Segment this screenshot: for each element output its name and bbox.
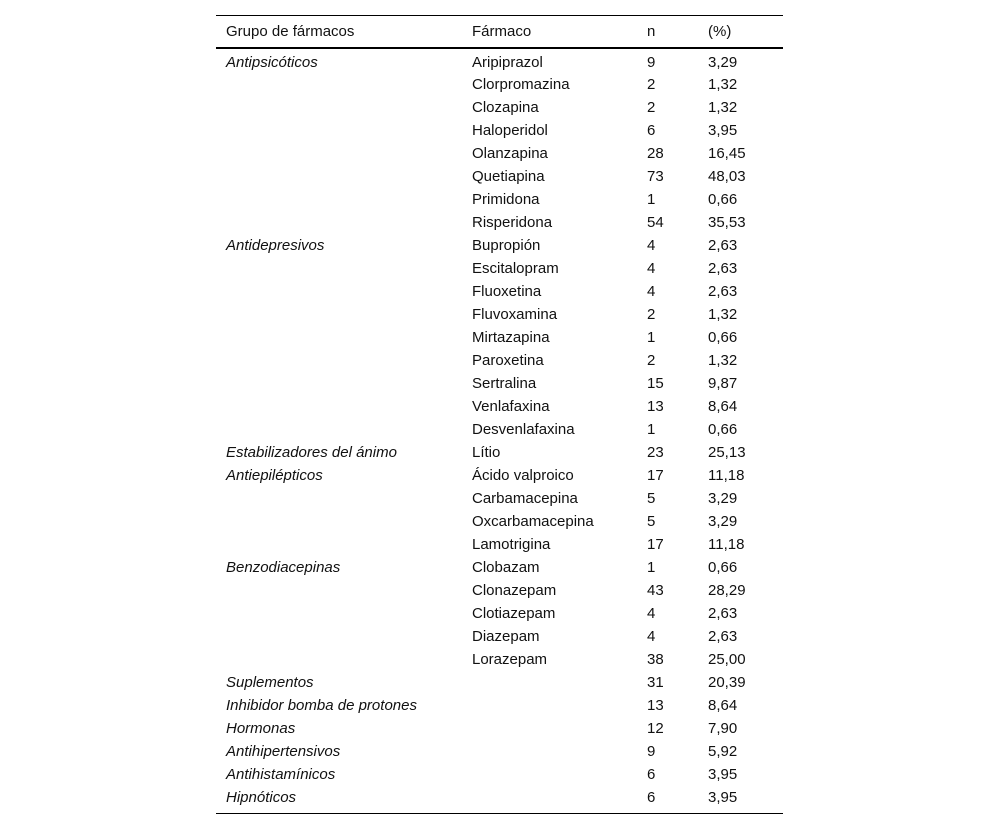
cell-drug: Aripiprazol [472, 53, 543, 71]
cell-count: 2 [647, 99, 656, 116]
cell-count: 6 [647, 122, 656, 139]
table-row [216, 602, 783, 625]
table-row [216, 395, 783, 418]
cell-drug-group [216, 533, 462, 556]
table-row [216, 694, 783, 717]
cell-drug: Fluoxetina [472, 283, 542, 300]
header-drug: Fármaco [472, 23, 532, 40]
cell-percent: 1,32 [708, 76, 738, 93]
cell-count: 17 [647, 536, 664, 553]
cell-count: 43 [647, 582, 664, 599]
table-row [216, 349, 783, 372]
cell-count: 4 [647, 628, 656, 645]
cell-count: 1 [647, 421, 656, 438]
cell-percent: 1,32 [708, 352, 738, 369]
cell-drug: Haloperidol [472, 122, 548, 139]
drug-table [216, 15, 783, 813]
cell-percent: 0,66 [708, 191, 738, 208]
cell-drug-group [216, 119, 462, 142]
cell-drug-group: Estabilizadores del ánimo [226, 444, 397, 461]
cell-count: 4 [647, 283, 656, 300]
cell-drug-group [216, 303, 462, 326]
cell-drug-group [216, 418, 462, 441]
table-header [216, 16, 783, 49]
cell-drug: Fluvoxamina [472, 306, 558, 323]
table-row [216, 188, 783, 211]
cell-percent: 0,66 [708, 421, 738, 438]
cell-drug-group [216, 280, 462, 303]
cell-drug: Sertralina [472, 375, 537, 392]
cell-percent: 0,66 [708, 329, 738, 346]
table-row [216, 257, 783, 280]
cell-drug [462, 671, 637, 694]
cell-count: 1 [647, 191, 656, 208]
cell-percent: 1,32 [708, 306, 738, 323]
cell-count: 54 [647, 214, 664, 231]
table-row [216, 579, 783, 602]
cell-count: 1 [647, 329, 656, 346]
cell-drug-group: Antihipertensivos [226, 743, 341, 760]
cell-drug-group [216, 349, 462, 372]
cell-drug-group [216, 165, 462, 188]
table-row [216, 418, 783, 441]
cell-percent: 2,63 [708, 260, 738, 277]
cell-percent: 2,63 [708, 237, 738, 254]
cell-drug-group: Antiepilépticos [226, 467, 323, 484]
cell-drug: Clobazam [472, 559, 540, 576]
cell-drug-group: Antihistamínicos [226, 766, 336, 783]
cell-drug: Diazepam [472, 628, 540, 645]
cell-count: 13 [647, 398, 664, 415]
cell-drug-group [216, 648, 462, 671]
table-row [216, 740, 783, 763]
cell-percent: 5,92 [708, 743, 738, 760]
cell-count: 17 [647, 467, 664, 484]
cell-drug: Desvenlafaxina [472, 421, 575, 438]
cell-count: 2 [647, 76, 656, 93]
cell-drug-group [216, 487, 462, 510]
cell-drug: Lítio [472, 444, 501, 461]
cell-count: 4 [647, 260, 656, 277]
cell-drug: Lamotrigina [472, 536, 551, 553]
cell-drug-group [216, 257, 462, 280]
cell-drug: Clorpromazina [472, 76, 570, 93]
cell-drug-group [216, 73, 462, 96]
cell-drug: Venlafaxina [472, 398, 550, 415]
cell-drug: Clonazepam [472, 582, 557, 599]
cell-drug-group [216, 372, 462, 395]
header-drug-group: Grupo de fármacos [226, 23, 355, 40]
cell-count: 6 [647, 789, 656, 806]
cell-percent: 20,39 [708, 674, 746, 691]
table-row [216, 119, 783, 142]
cell-percent: 3,95 [708, 766, 738, 783]
table-bottom-rule [216, 813, 783, 814]
cell-percent: 2,63 [708, 283, 738, 300]
header-row [216, 16, 783, 49]
cell-drug-group [216, 625, 462, 648]
cell-percent: 2,63 [708, 605, 738, 622]
table-row [216, 142, 783, 165]
table-row [216, 717, 783, 740]
table-row [216, 625, 783, 648]
cell-drug: Carbamacepina [472, 490, 578, 507]
cell-drug: Quetiapina [472, 168, 545, 185]
cell-drug [462, 740, 637, 763]
table-row [216, 533, 783, 556]
cell-percent: 2,63 [708, 628, 738, 645]
cell-percent: 9,87 [708, 375, 738, 392]
table-row [216, 510, 783, 533]
cell-count: 4 [647, 237, 656, 254]
drug-table-container [216, 15, 783, 814]
cell-percent: 3,95 [708, 789, 738, 806]
cell-count: 4 [647, 605, 656, 622]
cell-drug [462, 763, 637, 786]
table-row [216, 763, 783, 786]
cell-percent: 3,29 [708, 513, 738, 530]
cell-drug: Bupropión [472, 237, 541, 254]
table-row [216, 165, 783, 188]
cell-count: 23 [647, 444, 664, 461]
table-row [216, 73, 783, 96]
cell-percent: 35,53 [708, 214, 746, 231]
cell-drug-group: Antipsicóticos [226, 53, 318, 71]
cell-percent: 1,32 [708, 99, 738, 116]
cell-percent: 7,90 [708, 720, 738, 737]
cell-drug: Clotiazepam [472, 605, 556, 622]
cell-drug-group [216, 602, 462, 625]
cell-drug: Olanzapina [472, 145, 548, 162]
cell-count: 31 [647, 674, 664, 691]
cell-percent: 48,03 [708, 168, 746, 185]
table-body [216, 48, 783, 813]
table-row [216, 96, 783, 119]
header-percent: (%) [708, 23, 732, 40]
cell-drug-group [216, 142, 462, 165]
table-row [216, 211, 783, 234]
cell-drug-group: Hormonas [226, 720, 296, 737]
table-row [216, 372, 783, 395]
table-row [216, 326, 783, 349]
cell-percent: 11,18 [708, 536, 745, 553]
table-row [216, 280, 783, 303]
cell-drug: Risperidona [472, 214, 553, 231]
table-row [216, 441, 783, 464]
table-row [216, 786, 783, 813]
cell-percent: 11,18 [708, 467, 745, 484]
cell-drug [462, 694, 637, 717]
cell-drug-group: Inhibidor bomba de protones [226, 697, 417, 714]
cell-count: 9 [647, 53, 656, 71]
table-row [216, 464, 783, 487]
cell-drug: Oxcarbamacepina [472, 513, 594, 530]
table-row [216, 556, 783, 579]
table-row [216, 234, 783, 257]
cell-count: 5 [647, 513, 656, 530]
table-row [216, 487, 783, 510]
cell-count: 2 [647, 306, 656, 323]
cell-count: 9 [647, 743, 656, 760]
cell-drug-group [216, 326, 462, 349]
cell-drug-group [216, 211, 462, 234]
cell-drug: Clozapina [472, 99, 539, 116]
table-row [216, 648, 783, 671]
table-row [216, 303, 783, 326]
cell-drug-group [216, 510, 462, 533]
cell-percent: 0,66 [708, 559, 738, 576]
cell-drug: Primidona [472, 191, 540, 208]
cell-drug: Lorazepam [472, 651, 548, 668]
cell-percent: 25,13 [708, 444, 746, 461]
cell-drug: Escitalopram [472, 260, 559, 277]
cell-drug: Mirtazapina [472, 329, 550, 346]
cell-count: 28 [647, 145, 664, 162]
cell-drug-group: Hipnóticos [226, 789, 297, 806]
table-row [216, 671, 783, 694]
cell-percent: 3,95 [708, 122, 738, 139]
cell-drug-group [216, 96, 462, 119]
cell-drug [462, 717, 637, 740]
cell-count: 12 [647, 720, 664, 737]
cell-drug-group: Benzodiacepinas [226, 559, 341, 576]
cell-percent: 3,29 [708, 53, 738, 71]
cell-count: 13 [647, 697, 664, 714]
cell-drug [462, 786, 637, 813]
cell-percent: 25,00 [708, 651, 746, 668]
cell-drug-group: Suplementos [226, 674, 314, 691]
cell-drug-group [216, 395, 462, 418]
cell-count: 1 [647, 559, 656, 576]
cell-drug: Ácido valproico [472, 467, 574, 484]
cell-count: 2 [647, 352, 656, 369]
cell-drug-group: Antidepresivos [226, 237, 325, 254]
cell-drug: Paroxetina [472, 352, 544, 369]
cell-count: 73 [647, 168, 664, 185]
cell-count: 5 [647, 490, 656, 507]
cell-percent: 16,45 [708, 145, 746, 162]
header-count: n [647, 23, 656, 40]
cell-drug-group [216, 188, 462, 211]
cell-drug-group [216, 579, 462, 602]
cell-count: 6 [647, 766, 656, 783]
cell-percent: 8,64 [708, 697, 738, 714]
cell-count: 38 [647, 651, 664, 668]
cell-percent: 3,29 [708, 490, 738, 507]
cell-percent: 28,29 [708, 582, 746, 599]
cell-percent: 8,64 [708, 398, 738, 415]
cell-count: 15 [647, 375, 664, 392]
table-row [216, 48, 783, 73]
